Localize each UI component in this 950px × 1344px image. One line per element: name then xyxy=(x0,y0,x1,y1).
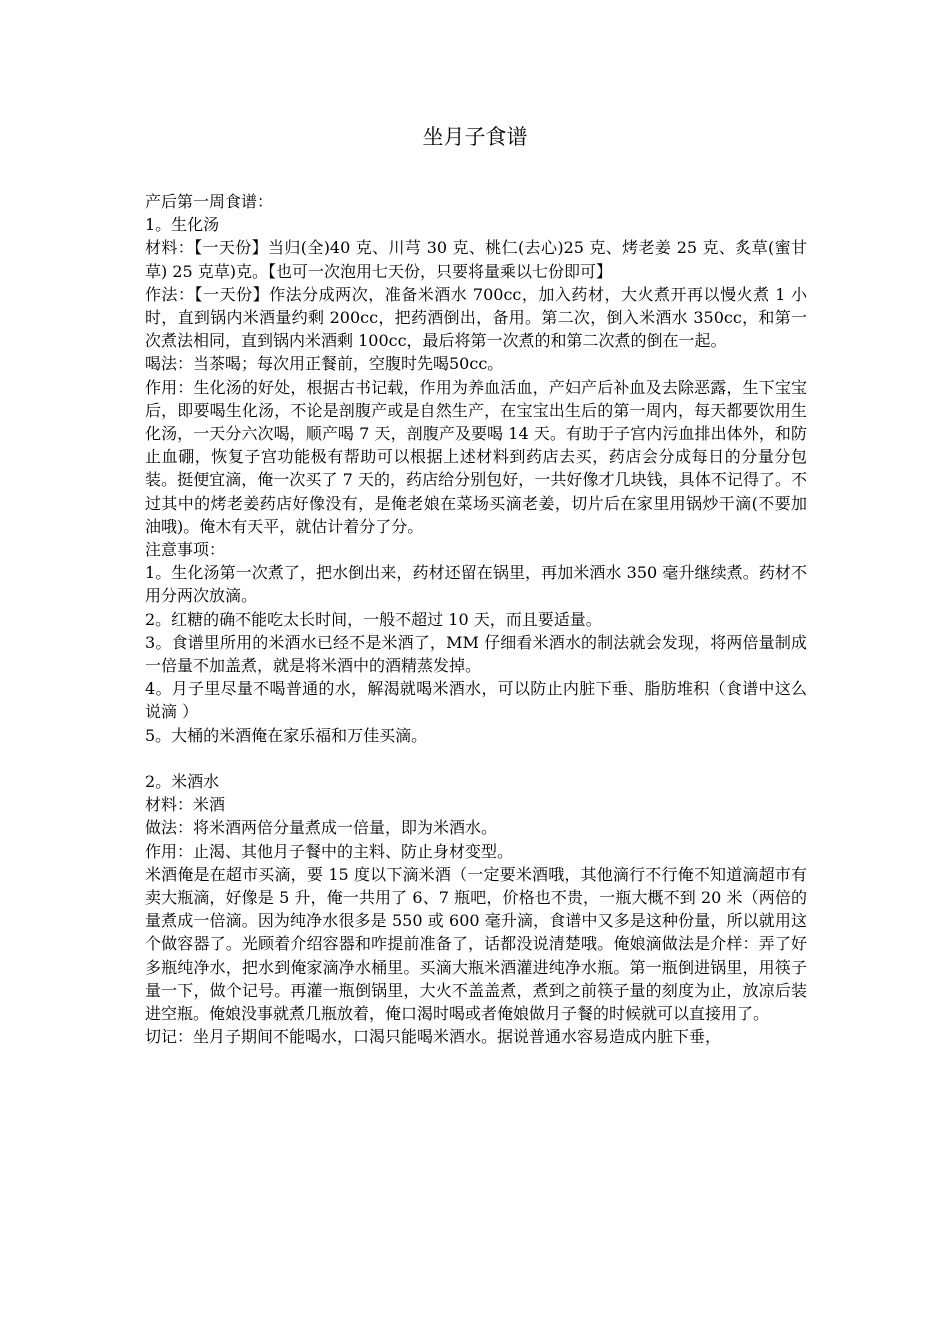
paragraph-recipe2-effect: 作用：止渴、其他月子餐中的主料、防止身材变型。 xyxy=(145,841,514,861)
paragraph-recipe1-ingredients: 材料：【一天份】当归(全)40 克、川芎 30 克、桃仁(去心)25 克、烤老姜 25 克、炙草(蜜甘草) 25 克草)克。【也可一次泡用七天份，只要将量乘以七份即可】 xyxy=(145,238,807,281)
paragraph-note-1: 1。生化汤第一次煮了，把水倒出来，药材还留在锅里，再加米酒水 350 毫升继续煮。药材不用分两次放滴。 xyxy=(145,563,807,606)
paragraph-recipe1-title: 1。生化汤 xyxy=(145,215,220,235)
paragraph-note-4: 4。月子里尽量不喝普通的水，解渴就喝米酒水，可以防止内脏下垂、脂肪堆积（食谱中这么说滴 ） xyxy=(145,679,807,722)
paragraph-notes-heading: 注意事项： xyxy=(145,540,226,560)
paragraph-recipe1-effect: 作用：生化汤的好处，根据古书记载，作用为养血活血，产妇产后补血及去除恶露，生下宝宝后，即要喝生化汤，不论是剖腹产或是自然生产，在宝宝出生后的第一周内，每天都要饮用生化汤，一天分六次喝，顺产喝 7 天，剖腹产及要喝 14 天。有助于子宫内污血排出体外，和防止血硼，恢复子宫功能极有帮助可以根据上述材料到药店去买，药店会分成每日的分量分包装。挺便宜滴，俺一次买了 7 天的，药店给分别包好，一共好像才几块钱，具体不记得了。不过其中的烤老姜药店好像没有，是俺老娘在菜场买滴老姜，切片后在家里用锅炒干滴(不要加油哦)。俺木有天平，就估计着分了分。 xyxy=(145,377,807,536)
paragraph-recipe2-title: 2。米酒水 xyxy=(145,772,220,792)
paragraph-recipe2-reminder: 切记：坐月子期间不能喝水，口渴只能喝米酒水。据说普通水容易造成内脏下垂， xyxy=(145,1027,722,1047)
paragraph-recipe2-ingredients: 材料：米酒 xyxy=(145,795,226,815)
paragraph-week-heading: 产后第一周食谱： xyxy=(145,192,274,211)
paragraph-recipe2-method: 做法：将米酒两倍分量煮成一倍量，即为米酒水。 xyxy=(145,818,498,838)
paragraph-note-2: 2。红糖的确不能吃太长时间，一般不超过 10 天，而且要适量。 xyxy=(145,609,602,629)
document-body xyxy=(145,190,807,1049)
document-title: 坐月子食谱 xyxy=(422,125,528,149)
paragraph-note-5: 5。大桶的米酒俺在家乐福和万佳买滴。 xyxy=(145,725,428,745)
blank-line xyxy=(145,747,807,770)
paragraph-recipe2-story: 米酒俺是在超市买滴，要 15 度以下滴米酒（一定要米酒哦，其他滴行不行俺不知道滴超市有卖大瓶滴，好像是 5 升，俺一共用了 6、7 瓶吧，价格也不贵，一瓶大概不到 20 米（两倍的量煮成一倍滴。因为纯净水很多是 550 或 600 毫升滴，食谱中又多是这种份量，所以就用这个做容器了。光顾着介绍容器和咋提前准备了，话都没说清楚哦。俺娘滴做法是介样：弄了好多瓶纯净水，把水到俺家滴净水桶里。买滴大瓶米酒灌进纯净水瓶。第一瓶倒进锅里，用筷子量一下，做个记号。再灌一瓶倒锅里，大火不盖盖煮，煮到之前筷子量的刻度为止，放凉后装进空瓶。俺娘没事就煮几瓶放着，俺口渴时喝或者俺娘做月子餐的时候就可以直接用了。 xyxy=(145,864,807,1024)
paragraph-recipe1-drinking: 喝法：当茶喝；每次用正餐前，空腹时先喝50cc。 xyxy=(145,354,504,374)
paragraph-recipe1-method: 作法：【一天份】作法分成两次，准备米酒水 700cc，加入药材，大火煮开再以慢火煮 1 小时，直到锅内米酒量约剩 200cc，把药酒倒出，备用。第二次，倒入米酒水 350cc，和第一次煮法相同，直到锅内米酒剩 100cc，最后将第一次煮的和第二次煮的倒在一起。 xyxy=(145,284,807,351)
paragraph-note-3: 3。食谱里所用的米酒水已经不是米酒了，MM 仔细看米酒水的制法就会发现，将两倍量制成一倍量不加盖煮，就是将米酒中的酒精蒸发掉。 xyxy=(145,632,807,676)
